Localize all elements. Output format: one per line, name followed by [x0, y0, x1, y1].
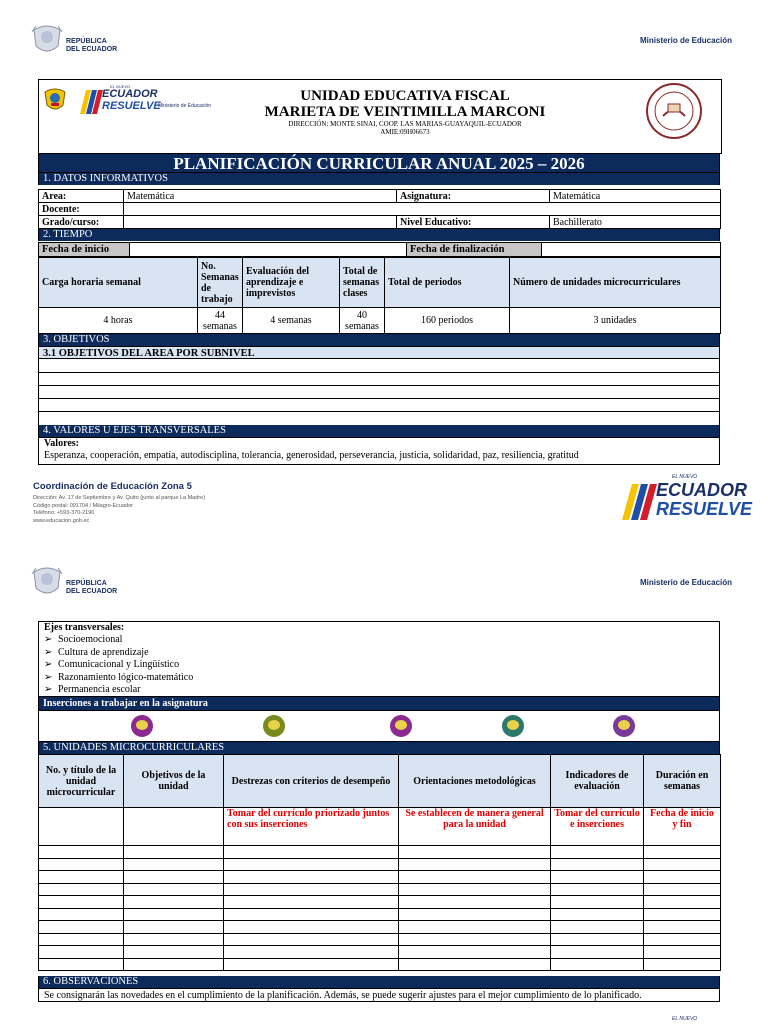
logo-resuelve: RESUELVE [102, 100, 161, 112]
section-5-title: 5. UNIDADES MICROCURRICULARES [38, 742, 720, 754]
icon-glyph [507, 720, 519, 730]
ecuador-seal-icon [42, 86, 68, 114]
republica-line-1: REPÚBLICA [66, 38, 107, 45]
table-row [39, 946, 721, 959]
table-row [39, 871, 721, 884]
valores-box [38, 437, 720, 465]
fecha-inicio-value [130, 243, 407, 257]
asignatura-label: Asignatura: [397, 190, 550, 203]
plan-title: PLANIFICACIÓN CURRICULAR ANUAL 2025 – 2026 [38, 153, 720, 173]
arrow-bullet-icon: ➢ [44, 646, 53, 658]
ecuador-coat-of-arms-icon [30, 22, 64, 58]
insercion-environment-icon [263, 715, 285, 737]
ecuador-resuelve-logo [78, 84, 161, 116]
section-1-title: 1. DATOS INFORMATIVOS [38, 173, 720, 185]
footer-codigo-postal: Código postal: 091704 / Milagro-Ecuador [33, 502, 133, 509]
section-2-title: 2. TIEMPO [38, 229, 720, 241]
nivel-label: Nivel Educativo: [397, 216, 550, 229]
inserciones-icons-row [38, 710, 720, 742]
ejes-label: Ejes transversales: [44, 622, 125, 633]
area-value: Matemática [124, 190, 397, 203]
logo-el-nuevo: EL NUEVO [110, 84, 131, 89]
insercion-emotional-icon [131, 715, 153, 737]
page2-republica-line-2: DEL ECUADOR [66, 588, 118, 595]
unidades-header: Número de unidades microcurriculares [510, 258, 721, 308]
footer-ecuador-resuelve-logo [620, 474, 753, 522]
datos-informativos-table [38, 189, 721, 229]
section-6-title: 6. OBSERVACIONES [38, 976, 720, 988]
tiempo-table [38, 257, 721, 334]
table-row [39, 958, 721, 971]
icon-glyph [136, 720, 148, 730]
school-line-2: MARIETA DE VEINTIMILLA MARCONI [264, 104, 546, 120]
logo-ecuador: ECUADOR [102, 88, 158, 100]
arrow-bullet-icon: ➢ [44, 684, 53, 695]
footer-title: Coordinación de Educación Zona 5 [33, 481, 192, 492]
footer-telefono: Teléfono: +593-370-2190 [33, 510, 95, 516]
school-amie: AMIE:09H06673 [380, 128, 430, 136]
fecha-fin-label: Fecha de finalización [407, 243, 542, 257]
eje-label: Permanencia escolar [58, 684, 141, 695]
table-row [39, 858, 721, 871]
eje-item [44, 647, 719, 660]
republica-line-2: DEL ECUADOR [66, 46, 118, 53]
table-row [39, 883, 721, 896]
evaluacion-value: 4 semanas [243, 308, 340, 334]
unit-note-cell [124, 808, 224, 846]
page2-ministry-label: Ministerio de Educación [640, 578, 733, 587]
unidad-titulo-header: No. y título de la unidad microcurricular [39, 755, 124, 808]
docente-label: Docente: [39, 203, 124, 216]
carga-horaria-value: 4 horas [39, 308, 198, 334]
carga-horaria-header: Carga horaria semanal [39, 258, 198, 308]
insercion-health-icon [390, 715, 412, 737]
table-row [39, 933, 721, 946]
table-row [39, 921, 721, 934]
evaluacion-header: Evaluación del aprendizaje e imprevistos [243, 258, 340, 308]
ejes-box [38, 621, 720, 697]
bottom-logo-fragment: EL NUEVO [672, 1016, 698, 1022]
eje-item [44, 684, 719, 697]
nivel-value: Bachillerato [550, 216, 721, 229]
fecha-fin-value [542, 243, 721, 257]
unit-note-cell [39, 808, 124, 846]
unidades-table [38, 754, 721, 971]
school-seal-icon [645, 82, 703, 140]
objetivos-lines [38, 359, 720, 425]
eje-label: Cultura de aprendizaje [58, 646, 149, 658]
table-row [39, 896, 721, 909]
republica-logo-text [66, 38, 117, 54]
indicadores-note: Tomar del currículo e inserciones [551, 808, 644, 846]
semanas-trabajo-value: 44 semanas [198, 308, 243, 334]
table-row [39, 846, 721, 859]
orientaciones-note: Se establecen de manera general para la unidad [399, 808, 551, 846]
valores-text: Esperanza, cooperación, empatía, autodisciplina, tolerancia, generosidad, perseverancia, justicia, solidaridad, paz, resiliencia, gratitud [44, 450, 579, 461]
footer-logo-el-nuevo: EL NUEVO [672, 474, 698, 480]
duracion-note: Fecha de inicio y fin [644, 808, 721, 846]
grado-label: Grado/curso: [39, 216, 124, 229]
eje-label: Socioemocional [58, 634, 123, 645]
icon-glyph [618, 720, 630, 730]
footer-direccion: Dirección: Av. 17 de Septiembre y Av. Quito (junto al parque La Madre) [33, 495, 206, 501]
eje-label: Razonamiento lógico-matemático [58, 671, 194, 683]
arrow-bullet-icon: ➢ [44, 634, 53, 645]
footer-website: www.educacion.gob.ec [33, 517, 90, 524]
school-line-1: UNIDAD EDUCATIVA FISCAL [300, 88, 510, 104]
valores-label: Valores: [44, 438, 79, 449]
total-periodos-header: Total de periodos [385, 258, 510, 308]
destrezas-header: Destrezas con criterios de desempeño [224, 755, 399, 808]
page2-coat-of-arms-icon [30, 564, 64, 600]
insercion-citizenship-icon [502, 715, 524, 737]
top-ministry-label: Ministerio de Educación [640, 36, 733, 45]
destrezas-note: Tomar del currículo priorizado juntos con sus inserciones [224, 808, 399, 846]
inserciones-title: Inserciones a trabajar en la asignatura [38, 697, 720, 710]
objetivos-unidad-header: Objetivos de la unidad [124, 755, 224, 808]
orientaciones-header: Orientaciones metodológicas [399, 755, 551, 808]
observaciones-text: Se consignarán las novedades en el cumplimiento de la planificación. Además, se puede sugerir ajustes para el mejor cumplimiento de lo planificado. [38, 988, 720, 1002]
school-address: DIRECCIÓN: MONTE SINAI, COOP. LAS MARIAS-GUAYAQUIL-ECUADOR [288, 120, 522, 128]
duracion-header: Duración en semanas [644, 755, 721, 808]
footer-coordinacion [33, 481, 205, 525]
asignatura-value: Matemática [550, 190, 721, 203]
ejes-list [44, 634, 719, 697]
docente-value [124, 203, 721, 216]
arrow-bullet-icon: ➢ [44, 671, 53, 683]
icon-glyph [395, 720, 407, 730]
section-3-1-title: 3.1 OBJETIVOS DEL AREA POR SUBNIVEL [38, 346, 720, 359]
school-title [238, 88, 572, 136]
arrow-bullet-icon: ➢ [44, 659, 53, 670]
eje-label: Comunicacional y Lingüístico [58, 659, 180, 670]
table-row [39, 908, 721, 921]
eje-item [44, 634, 719, 647]
eje-item [44, 659, 719, 672]
fechas-table [38, 242, 721, 257]
section-4-title: 4. VALORES U EJES TRANSVERSALES [38, 425, 720, 437]
total-semanas-header: Total de semanas clases [340, 258, 385, 308]
page2-republica-line-1: REPÚBLICA [66, 580, 107, 587]
footer-logo-resuelve: RESUELVE [656, 499, 753, 519]
indicadores-header: Indicadores de evaluación [551, 755, 644, 808]
fecha-inicio-label: Fecha de inicio [39, 243, 130, 257]
insercion-road-safety-icon [613, 715, 635, 737]
grado-value [124, 216, 397, 229]
section-3-title: 3. OBJETIVOS [38, 334, 720, 346]
page2-republica-text [66, 580, 117, 596]
footer-logo-ecuador: ECUADOR [656, 480, 748, 500]
total-periodos-value: 160 periodos [385, 308, 510, 334]
unidades-value: 3 unidades [510, 308, 721, 334]
total-semanas-value: 40 semanas [340, 308, 385, 334]
header-ministry-small: Ministerio de Educación [158, 103, 212, 109]
icon-glyph [268, 720, 280, 730]
eje-item [44, 672, 719, 685]
semanas-trabajo-header: No. Semanas de trabajo [198, 258, 243, 308]
area-label: Area: [39, 190, 124, 203]
